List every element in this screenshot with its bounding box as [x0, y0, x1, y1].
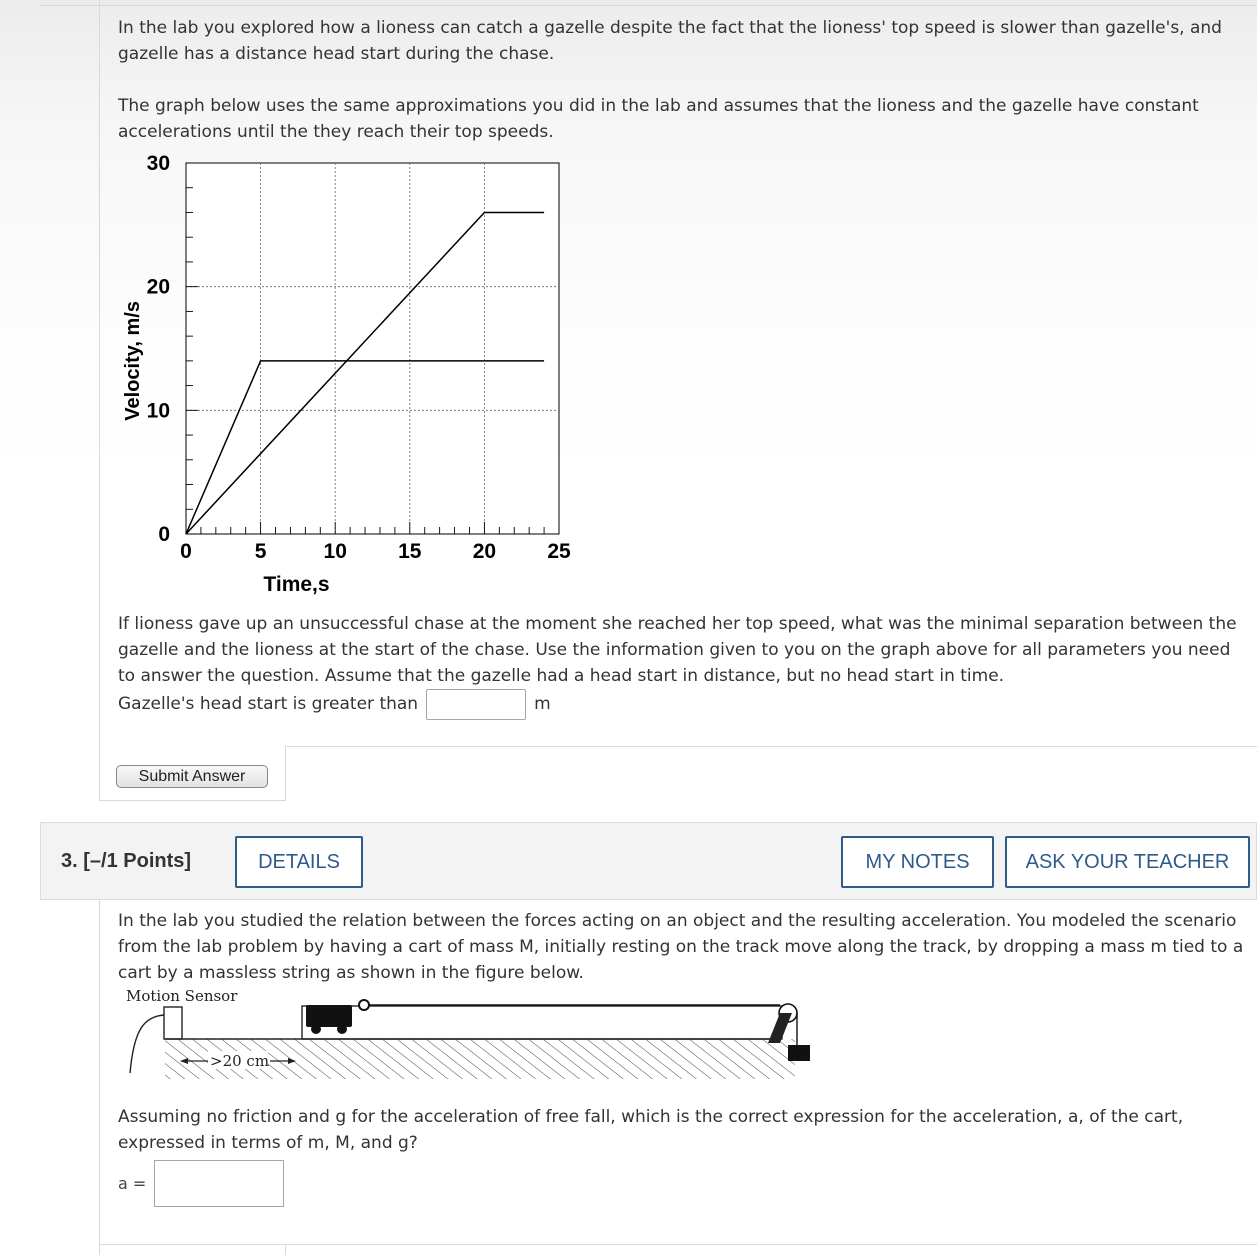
- question-3-frame-bottom: [99, 1244, 1257, 1245]
- acceleration-answer-row: [118, 1160, 284, 1207]
- x-axis-label: Time,s: [263, 573, 330, 596]
- chart-svg: [110, 145, 580, 605]
- hanging-mass: [788, 1045, 810, 1061]
- details-button[interactable]: DETAILS: [235, 836, 363, 888]
- answer-unit: m: [534, 694, 551, 714]
- answer-prompt: Gazelle's head start is greater than: [118, 694, 419, 714]
- acceleration-prefix: a =: [118, 1174, 147, 1193]
- my-notes-button[interactable]: MY NOTES: [841, 836, 994, 888]
- x-tick-label: 10: [323, 540, 347, 563]
- question-3-prompt-text: Assuming no friction and g for the acceleration of free fall, which is the correct expression for the acceleration, a, of the cart, expressed in terms of m, M, and g?: [118, 1107, 1184, 1153]
- x-tick-label: 0: [180, 540, 192, 563]
- x-tick-label: 15: [398, 540, 422, 563]
- question-3-frame-tab: [285, 1244, 286, 1255]
- question-frame-left: [99, 0, 100, 800]
- submit-answer-button[interactable]: Submit Answer: [116, 765, 268, 788]
- cart-track-figure-svg: [120, 983, 820, 1088]
- motion-sensor-label: Motion Sensor: [126, 987, 238, 1005]
- y-tick-label: 30: [146, 152, 170, 175]
- y-tick-label: 10: [146, 399, 170, 423]
- question-3-label: 3. [–/1 Points]: [61, 850, 192, 872]
- question-3-frame-left: [99, 900, 100, 1255]
- x-tick-label: 20: [472, 540, 497, 563]
- ask-your-teacher-button[interactable]: ASK YOUR TEACHER: [1005, 836, 1250, 888]
- y-axis-label: Velocity, m/s: [122, 301, 144, 421]
- head-start-input[interactable]: [426, 689, 526, 720]
- question-3-intro-text: In the lab you studied the relation between the forces acting on an object and the resulting acceleration. You modeled the scenario from the lab problem by having a cart of mass M, initially resting on the track move along the track, by dropping a mass m tied to a cart by a massless string as shown in the figure below.: [118, 911, 1244, 983]
- velocity-time-chart: [110, 145, 580, 605]
- previous-section-border: [40, 0, 1257, 6]
- cart-track-figure: [120, 983, 820, 1088]
- x-tick-label: 25: [547, 540, 571, 563]
- cart-icon: [306, 1000, 369, 1034]
- distance-label: >20 cm: [210, 1052, 270, 1070]
- question-graph-description: The graph below uses the same approximations you did in the lab and assumes that the lioness and the gazelle have constant accelerations until the they reach their top speeds.: [118, 96, 1199, 142]
- track: [302, 1006, 782, 1039]
- question-3-header: [40, 822, 1257, 900]
- plot-frame: [186, 163, 559, 534]
- x-tick-label: 5: [254, 540, 267, 563]
- acceleration-input[interactable]: [154, 1160, 284, 1207]
- y-tick-label: 0: [158, 523, 170, 546]
- question-intro-text: In the lab you explored how a lioness can catch a gazelle despite the fact that the lioness' top speed is slower than gazelle's, and gazelle has a distance head start during the chase.: [118, 18, 1222, 64]
- y-tick-label: 20: [146, 275, 170, 299]
- head-start-answer-row: [118, 689, 551, 719]
- question-prompt-text: If lioness gave up an unsuccessful chase at the moment she reached her top speed, what was the minimal separation between the gazelle and the lioness at the start of the chase. Use the information given to you on the graph above for all parameters you need to answer the question. Assume that the gazelle had a head start in distance, but no head start in time.: [118, 614, 1237, 686]
